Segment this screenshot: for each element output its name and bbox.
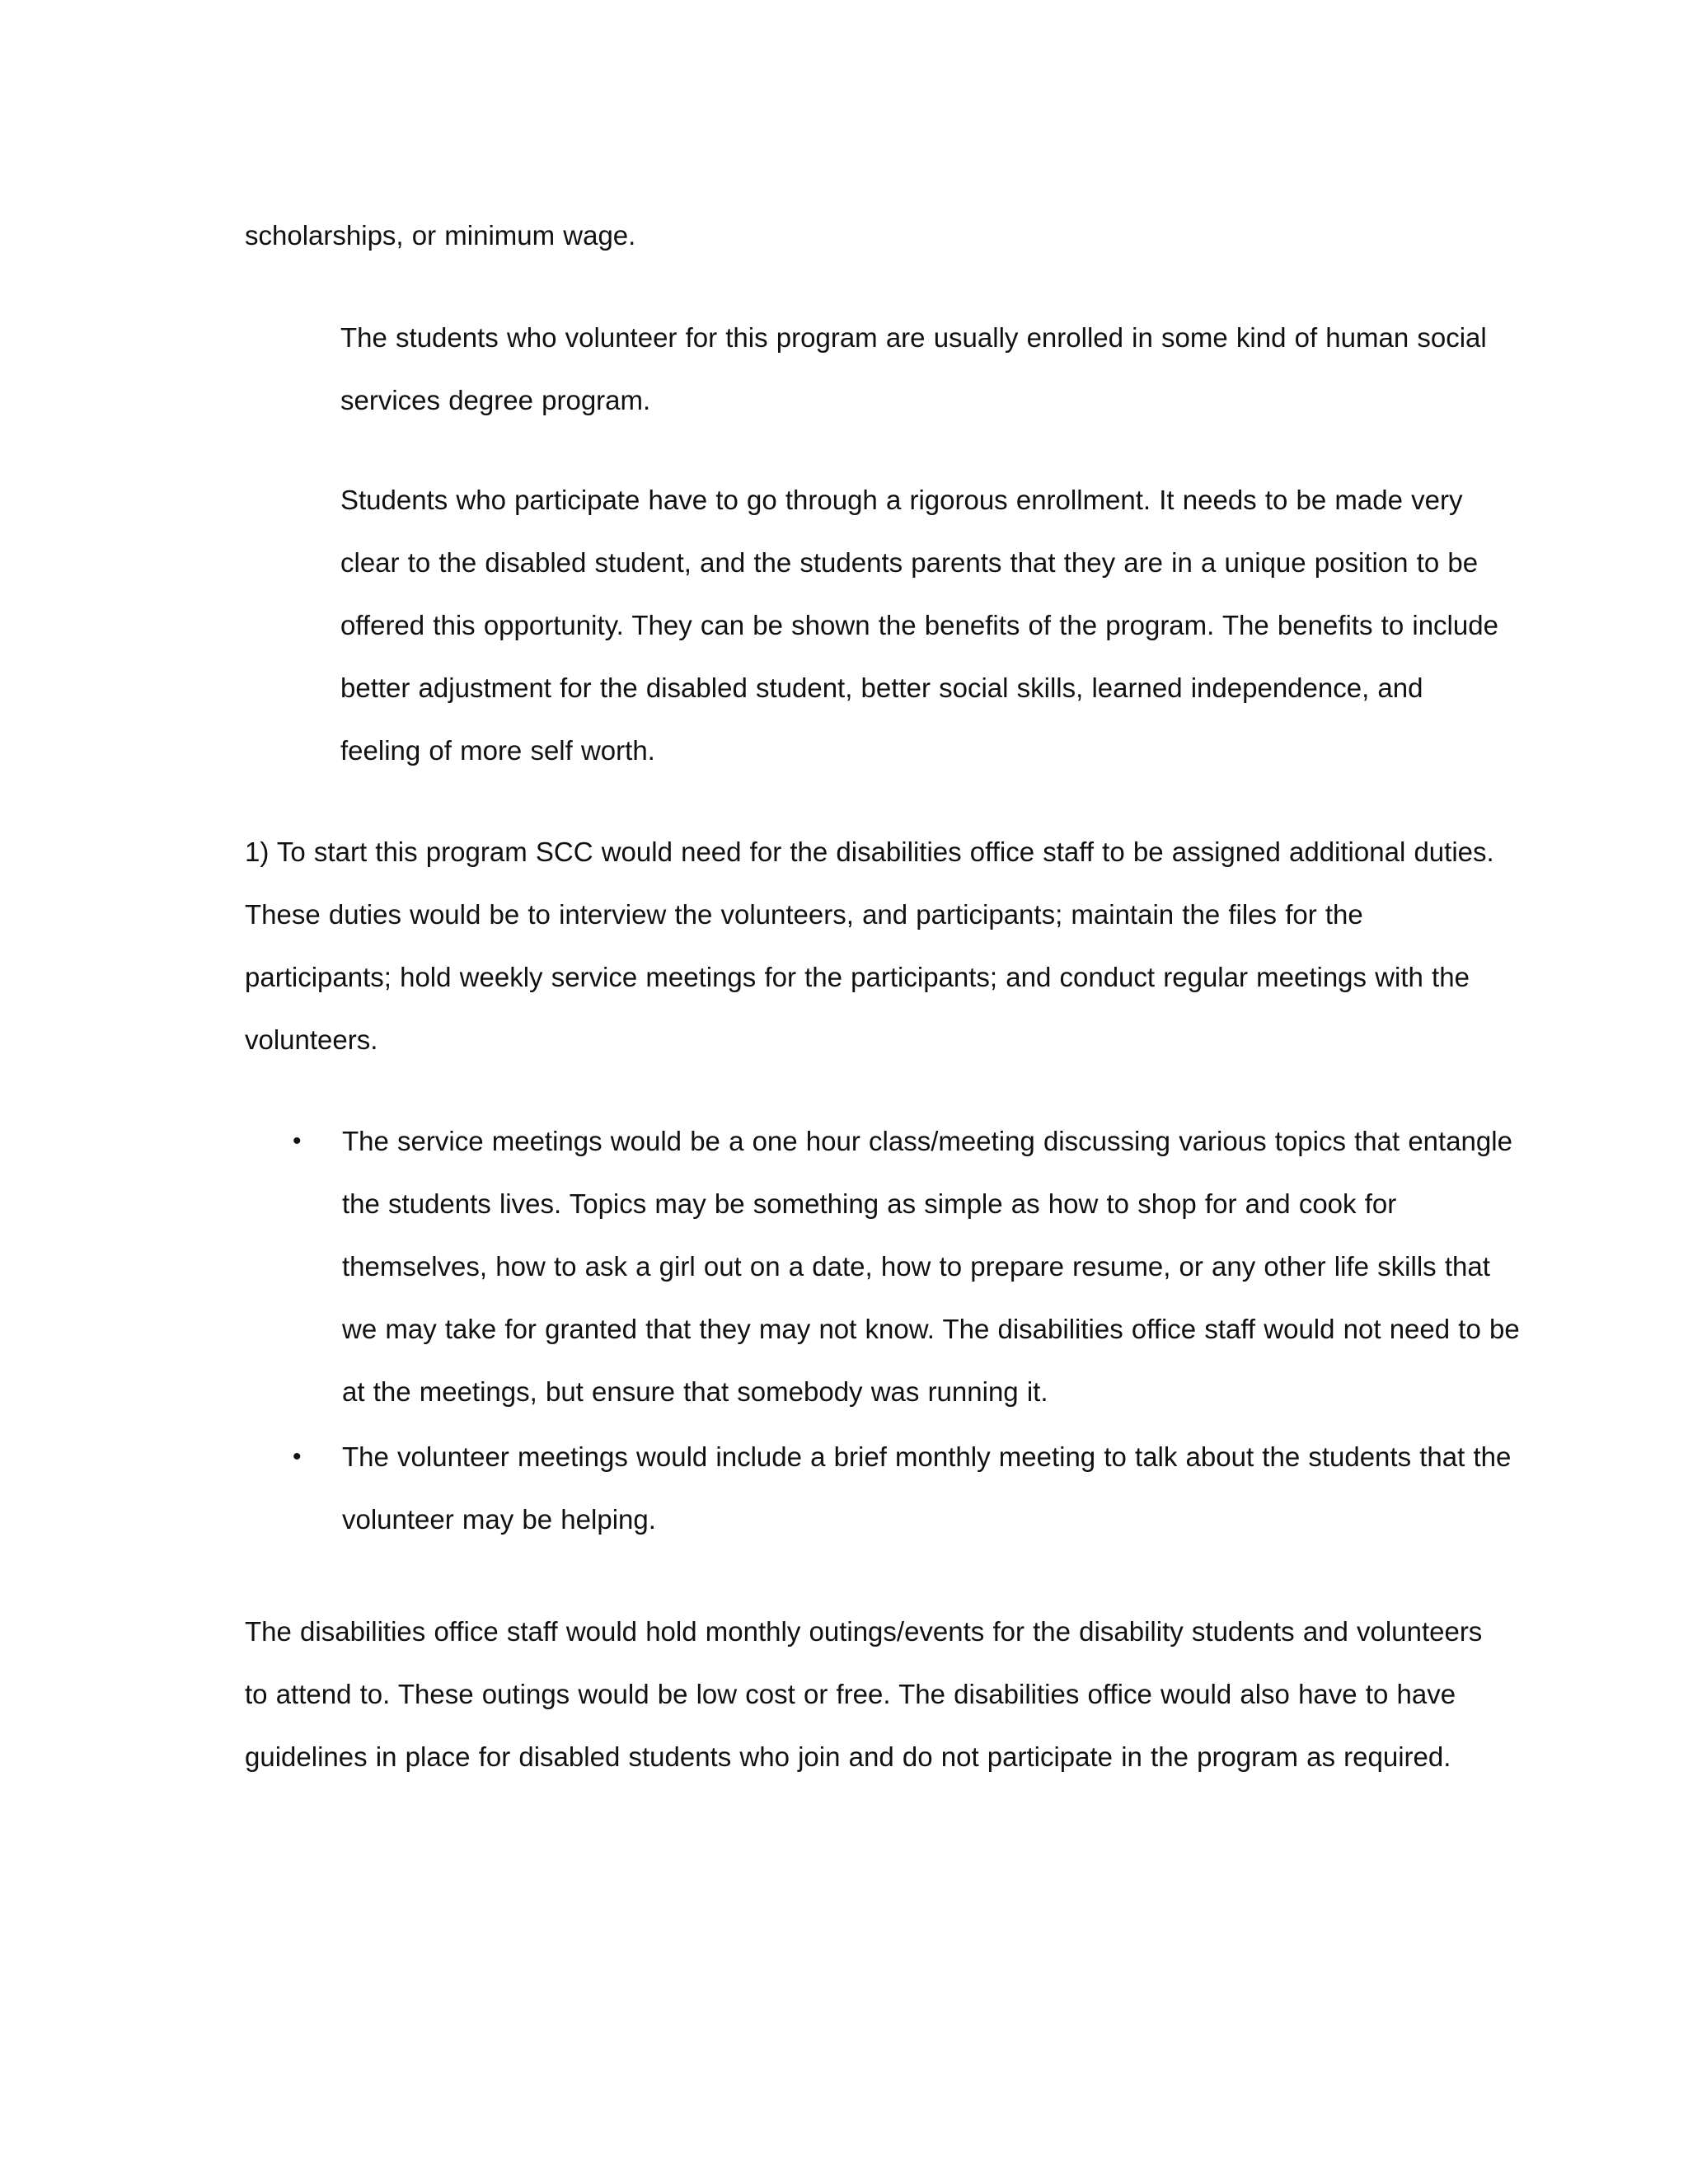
meetings-bullet-list <box>245 1110 1531 1551</box>
list-item-service-meetings <box>245 1110 1531 1423</box>
list-item-text: The service meetings would be a one hour class/meeting discussing various topics that entangle the students lives. Topics may be something as simple as how to shop for and cook for themselves, how to ask a girl out on a date, how to prepare resume, or any other life skills that we may take for granted that they may not know. The disabilities office staff would not need to be at the meetings, but ensure that somebody was running it. <box>342 1126 1520 1407</box>
paragraph-monthly-outings: The disabilities office staff would hold monthly outings/events for the disability students and volunteers to attend to. These outings would be low cost or free. The disabilities office would also have to have guidelines in place for disabled students who join and do not participate in the program as required. <box>245 1616 1483 1772</box>
paragraph-scholarships: scholarships, or minimum wage. <box>245 220 636 251</box>
bullet-icon: • <box>293 1443 302 1470</box>
paragraph-enrollment: Students who participate have to go through a rigorous enrollment. It needs to be made very clear to the disabled student, and the students parents that they are in a unique position to be offered this opportunity. They can be shown the benefits of the program. The benefits to include better adjustment for the disabled student, better social skills, learned independence, and feeling of more self worth. <box>340 485 1498 766</box>
paragraph-program-start: 1) To start this program SCC would need for the disabilities office staff to be assigned additional duties. These duties would be to interview the volunteers, and participants; maintain the files for the participants; hold weekly service meetings for the participants; and conduct regular meetings with the volunteers. <box>245 837 1494 1055</box>
paragraph-volunteer-students: The students who volunteer for this program are usually enrolled in some kind of human social services degree program. <box>340 322 1487 415</box>
list-item-text: The volunteer meetings would include a brief monthly meeting to talk about the students that the volunteer may be helping. <box>342 1441 1512 1535</box>
list-item-volunteer-meetings <box>245 1426 1531 1551</box>
bullet-icon: • <box>293 1127 302 1155</box>
